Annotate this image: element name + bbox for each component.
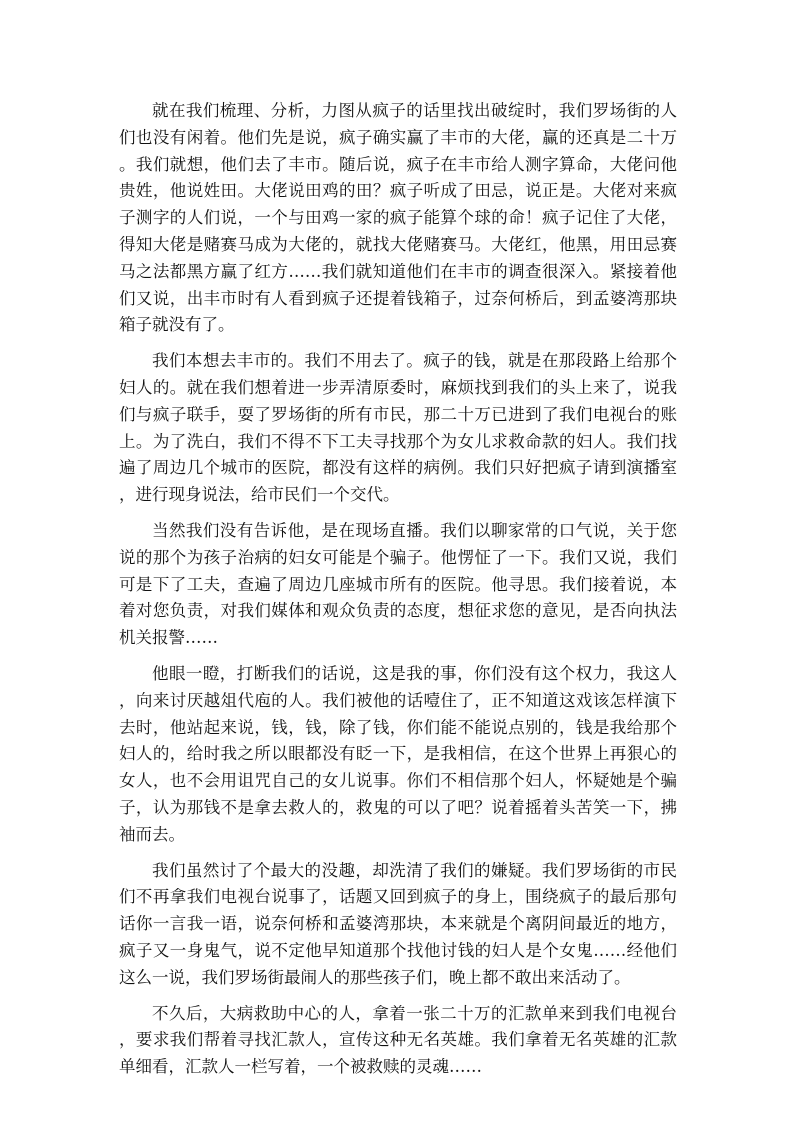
paragraph-2: 我们本想去丰市的。我们不用去了。疯子的钱，就是在那段路上给那个妇人的。就在我们想着进一步弄清原委时，麻烦找到我们的头上来了，说我们与疯子联手，耍了罗场街的所有市民，那二十万已进到了我们电视台的账上。为了洗白，我们不得不下工夫寻找那个为女儿求救命款的妇人。我们找遍了周边几个城市的医院，都没有这样的病例。我们只好把疯子请到演播室，进行现身说法，给市民们一个交代。 [119,351,677,505]
paragraph-5: 我们虽然讨了个最大的没趣，却洗清了我们的嫌疑。我们罗场街的市民们不再拿我们电视台说事了，话题又回到疯子的身上，围绕疯子的最后那句话你一言我一语，说奈何桥和孟婆湾那块，本来就是个离阴间最近的地方，疯子又一身鬼气，说不定他早知道那个找他讨钱的妇人是个女鬼……经他们这么一说，我们罗场街最闹人的那些孩子们，晚上都不敢出来活动了。 [119,860,677,987]
paragraph-6: 不久后，大病救助中心的人，拿着一张二十万的汇款单来到我们电视台，要求我们帮着寻找汇款人，宣传这种无名英雄。我们拿着无名英雄的汇款单细看，汇款人一栏写着，一个被救赎的灵魂…… [119,1003,677,1077]
article-body [119,98,677,1090]
paragraph-4: 他眼一瞪，打断我们的话说，这是我的事，你们没有这个权力，我这人，向来讨厌越俎代庖的人。我们被他的话噎住了，正不知道这戏该怎样演下去时，他站起来说，钱，钱，除了钱，你们能不能说点别的，钱是我给那个妇人的，给时我之所以眼都没有眨一下，是我相信，在这个世界上再狠心的女人，也不会用诅咒自己的女儿说事。你们不相信那个妇人，怀疑她是个骗子，认为那钱不是拿去救人的，救鬼的可以了吧？说着摇着头苦笑一下，拂袖而去。 [119,663,677,844]
paragraph-3: 当然我们没有告诉他，是在现场直播。我们以聊家常的口气说，关于您说的那个为孩子治病的妇女可能是个骗子。他愣怔了一下。我们又说，我们可是下了工夫，查遍了周边几座城市所有的医院。他寻思。我们接着说，本着对您负责，对我们媒体和观众负责的态度，想征求您的意见，是否向执法机关报警…… [119,520,677,648]
paragraph-1: 就在我们梳理、分析，力图从疯子的话里找出破绽时，我们罗场街的人们也没有闲着。他们先是说，疯子确实赢了丰市的大佬，赢的还真是二十万。我们就想，他们去了丰市。随后说，疯子在丰市给人测字算命，大佬问他贵姓，他说姓田。大佬说田鸡的田？疯子听成了田忌，说正是。大佬对来疯子测字的人们说，一个与田鸡一家的疯子能算个球的命！疯子记住了大佬，得知大佬是赌赛马成为大佬的，就找大佬赌赛马。大佬红，他黑，用田忌赛马之法都黑方赢了红方……我们就知道他们在丰市的调查很深入。紧接着他们又说，出丰市时有人看到疯子还提着钱箱子，过奈何桥后，到孟婆湾那块箱子就没有了。 [119,101,677,335]
